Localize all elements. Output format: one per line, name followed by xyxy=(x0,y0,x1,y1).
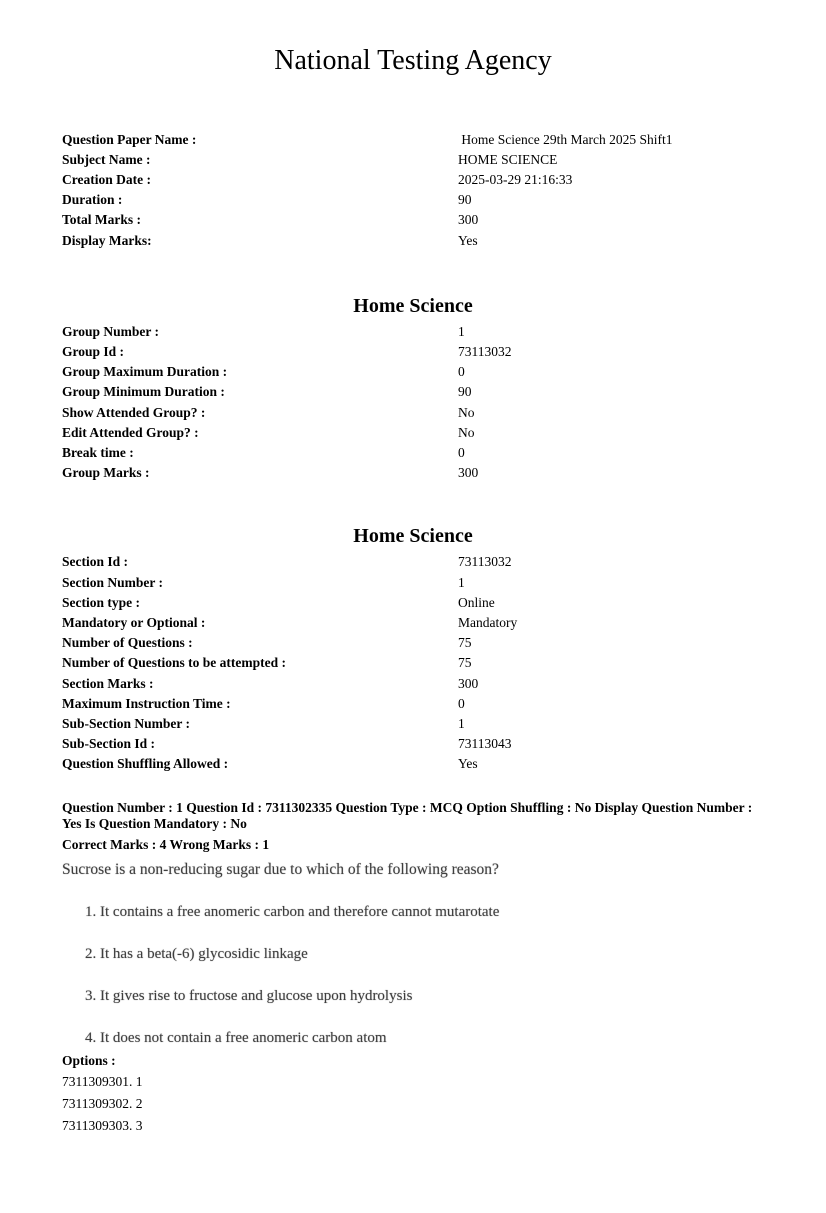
document-title: National Testing Agency xyxy=(274,45,552,76)
field-label: Show Attended Group? : xyxy=(62,404,206,420)
field-label: Duration : xyxy=(62,192,123,208)
group-info-row xyxy=(62,463,764,483)
field-value: Yes xyxy=(458,756,478,772)
question-text: Sucrose is a non-reducing sugar due to which of the following reason? xyxy=(62,861,499,879)
section-info-row xyxy=(62,573,764,593)
group-info-row xyxy=(62,382,764,402)
section-info-table xyxy=(62,552,764,774)
field-label: Group Minimum Duration : xyxy=(62,384,225,400)
field-value: 1 xyxy=(458,323,465,339)
group-info-table xyxy=(62,322,764,484)
field-value: 90 xyxy=(458,192,472,208)
group-info-row xyxy=(62,322,764,342)
field-value: 2025-03-29 21:16:33 xyxy=(458,172,573,187)
section-info-row xyxy=(62,633,764,653)
field-label: Section Id : xyxy=(62,554,129,570)
field-label: Subject Name : xyxy=(62,151,151,167)
paper-info-row xyxy=(62,130,764,150)
section-info-row xyxy=(62,653,764,673)
field-value: 0 xyxy=(458,445,465,461)
section-info-row xyxy=(62,694,764,714)
question-choice-3: 3. It gives rise to fructose and glucose upon hydrolysis xyxy=(85,988,413,1005)
group-info-row xyxy=(62,342,764,362)
field-value: Online xyxy=(458,594,495,610)
paper-info-row xyxy=(62,170,764,190)
paper-info-row xyxy=(62,210,764,230)
document-page xyxy=(0,44,826,1167)
paper-info-row xyxy=(62,190,764,210)
field-label: Total Marks : xyxy=(62,212,142,228)
question-choice-1: 1. It contains a free anomeric carbon and therefore cannot mutarotate xyxy=(85,904,500,921)
field-label: Edit Attended Group? : xyxy=(62,424,199,440)
section-info-row xyxy=(62,613,764,633)
section-info-row xyxy=(62,674,764,694)
section-info-row xyxy=(62,714,764,734)
field-value: No xyxy=(458,404,475,420)
field-label: Break time : xyxy=(62,445,134,461)
section-info-row xyxy=(62,754,764,774)
question-meta-line: Question Number : 1 Question Id : 7311302335 Question Type : MCQ Option Shuffling : No Display Question Number : Yes Is Question Mandatory : No xyxy=(62,799,753,832)
option-id-3: 7311309303. 3 xyxy=(62,1118,143,1134)
field-label: Group Marks : xyxy=(62,465,150,481)
field-value: 0 xyxy=(458,364,465,380)
field-value: 1 xyxy=(458,716,465,732)
group-section-title: Home Science xyxy=(353,294,473,317)
field-label: Section Marks : xyxy=(62,675,154,691)
field-value: 75 xyxy=(458,655,472,671)
field-label: Sub-Section Number : xyxy=(62,716,191,732)
field-value: 75 xyxy=(458,635,472,651)
field-label: Maximum Instruction Time : xyxy=(62,695,231,711)
field-label: Group Id : xyxy=(62,344,125,360)
field-value: 300 xyxy=(458,675,479,691)
question-choice-4: 4. It does not contain a free anomeric carbon atom xyxy=(85,1030,387,1047)
paper-info-row xyxy=(62,150,764,170)
group-info-row xyxy=(62,403,764,423)
field-label: Question Shuffling Allowed : xyxy=(62,756,229,772)
field-value: 73113032 xyxy=(458,554,512,570)
section-info-row xyxy=(62,552,764,572)
group-info-row xyxy=(62,443,764,463)
field-value: 300 xyxy=(458,212,479,228)
field-label: Question Paper Name : xyxy=(62,131,197,147)
field-value: HOME SCIENCE xyxy=(458,151,558,167)
field-value: 90 xyxy=(458,384,472,400)
field-label: Number of Questions to be attempted : xyxy=(62,655,286,671)
option-id-2: 7311309302. 2 xyxy=(62,1096,143,1112)
group-info-row xyxy=(62,423,764,443)
section-info-row xyxy=(62,734,764,754)
field-value: 73113032 xyxy=(458,344,512,360)
field-label: Section Number : xyxy=(62,574,163,590)
field-value: Yes xyxy=(458,232,478,248)
question-choice-2: 2. It has a beta(-6) glycosidic linkage xyxy=(85,946,308,963)
field-value: 73113043 xyxy=(458,736,512,752)
field-value: 0 xyxy=(458,695,465,711)
field-label: Section type : xyxy=(62,594,140,610)
group-info-row xyxy=(62,362,764,382)
section-info-row xyxy=(62,593,764,613)
field-label: Mandatory or Optional : xyxy=(62,615,206,631)
field-value: Mandatory xyxy=(458,615,518,631)
field-value: Home Science 29th March 2025 Shift1 xyxy=(458,131,673,147)
section-details-title: Home Science xyxy=(353,525,473,548)
option-id-1: 7311309301. 1 xyxy=(62,1074,143,1090)
field-value: No xyxy=(458,424,475,440)
field-label: Number of Questions : xyxy=(62,635,193,651)
field-label: Group Number : xyxy=(62,323,160,339)
question-marks-line: Correct Marks : 4 Wrong Marks : 1 xyxy=(62,836,270,852)
field-label: Sub-Section Id : xyxy=(62,736,156,752)
field-label: Display Marks: xyxy=(62,232,152,248)
field-value: 300 xyxy=(458,465,479,481)
field-value: 1 xyxy=(458,574,465,590)
field-label: Creation Date : xyxy=(62,172,151,187)
paper-info-table xyxy=(62,130,764,251)
paper-info-row xyxy=(62,231,764,251)
question-block xyxy=(62,800,768,1138)
options-label: Options : xyxy=(62,1053,116,1069)
field-label: Group Maximum Duration : xyxy=(62,364,228,380)
